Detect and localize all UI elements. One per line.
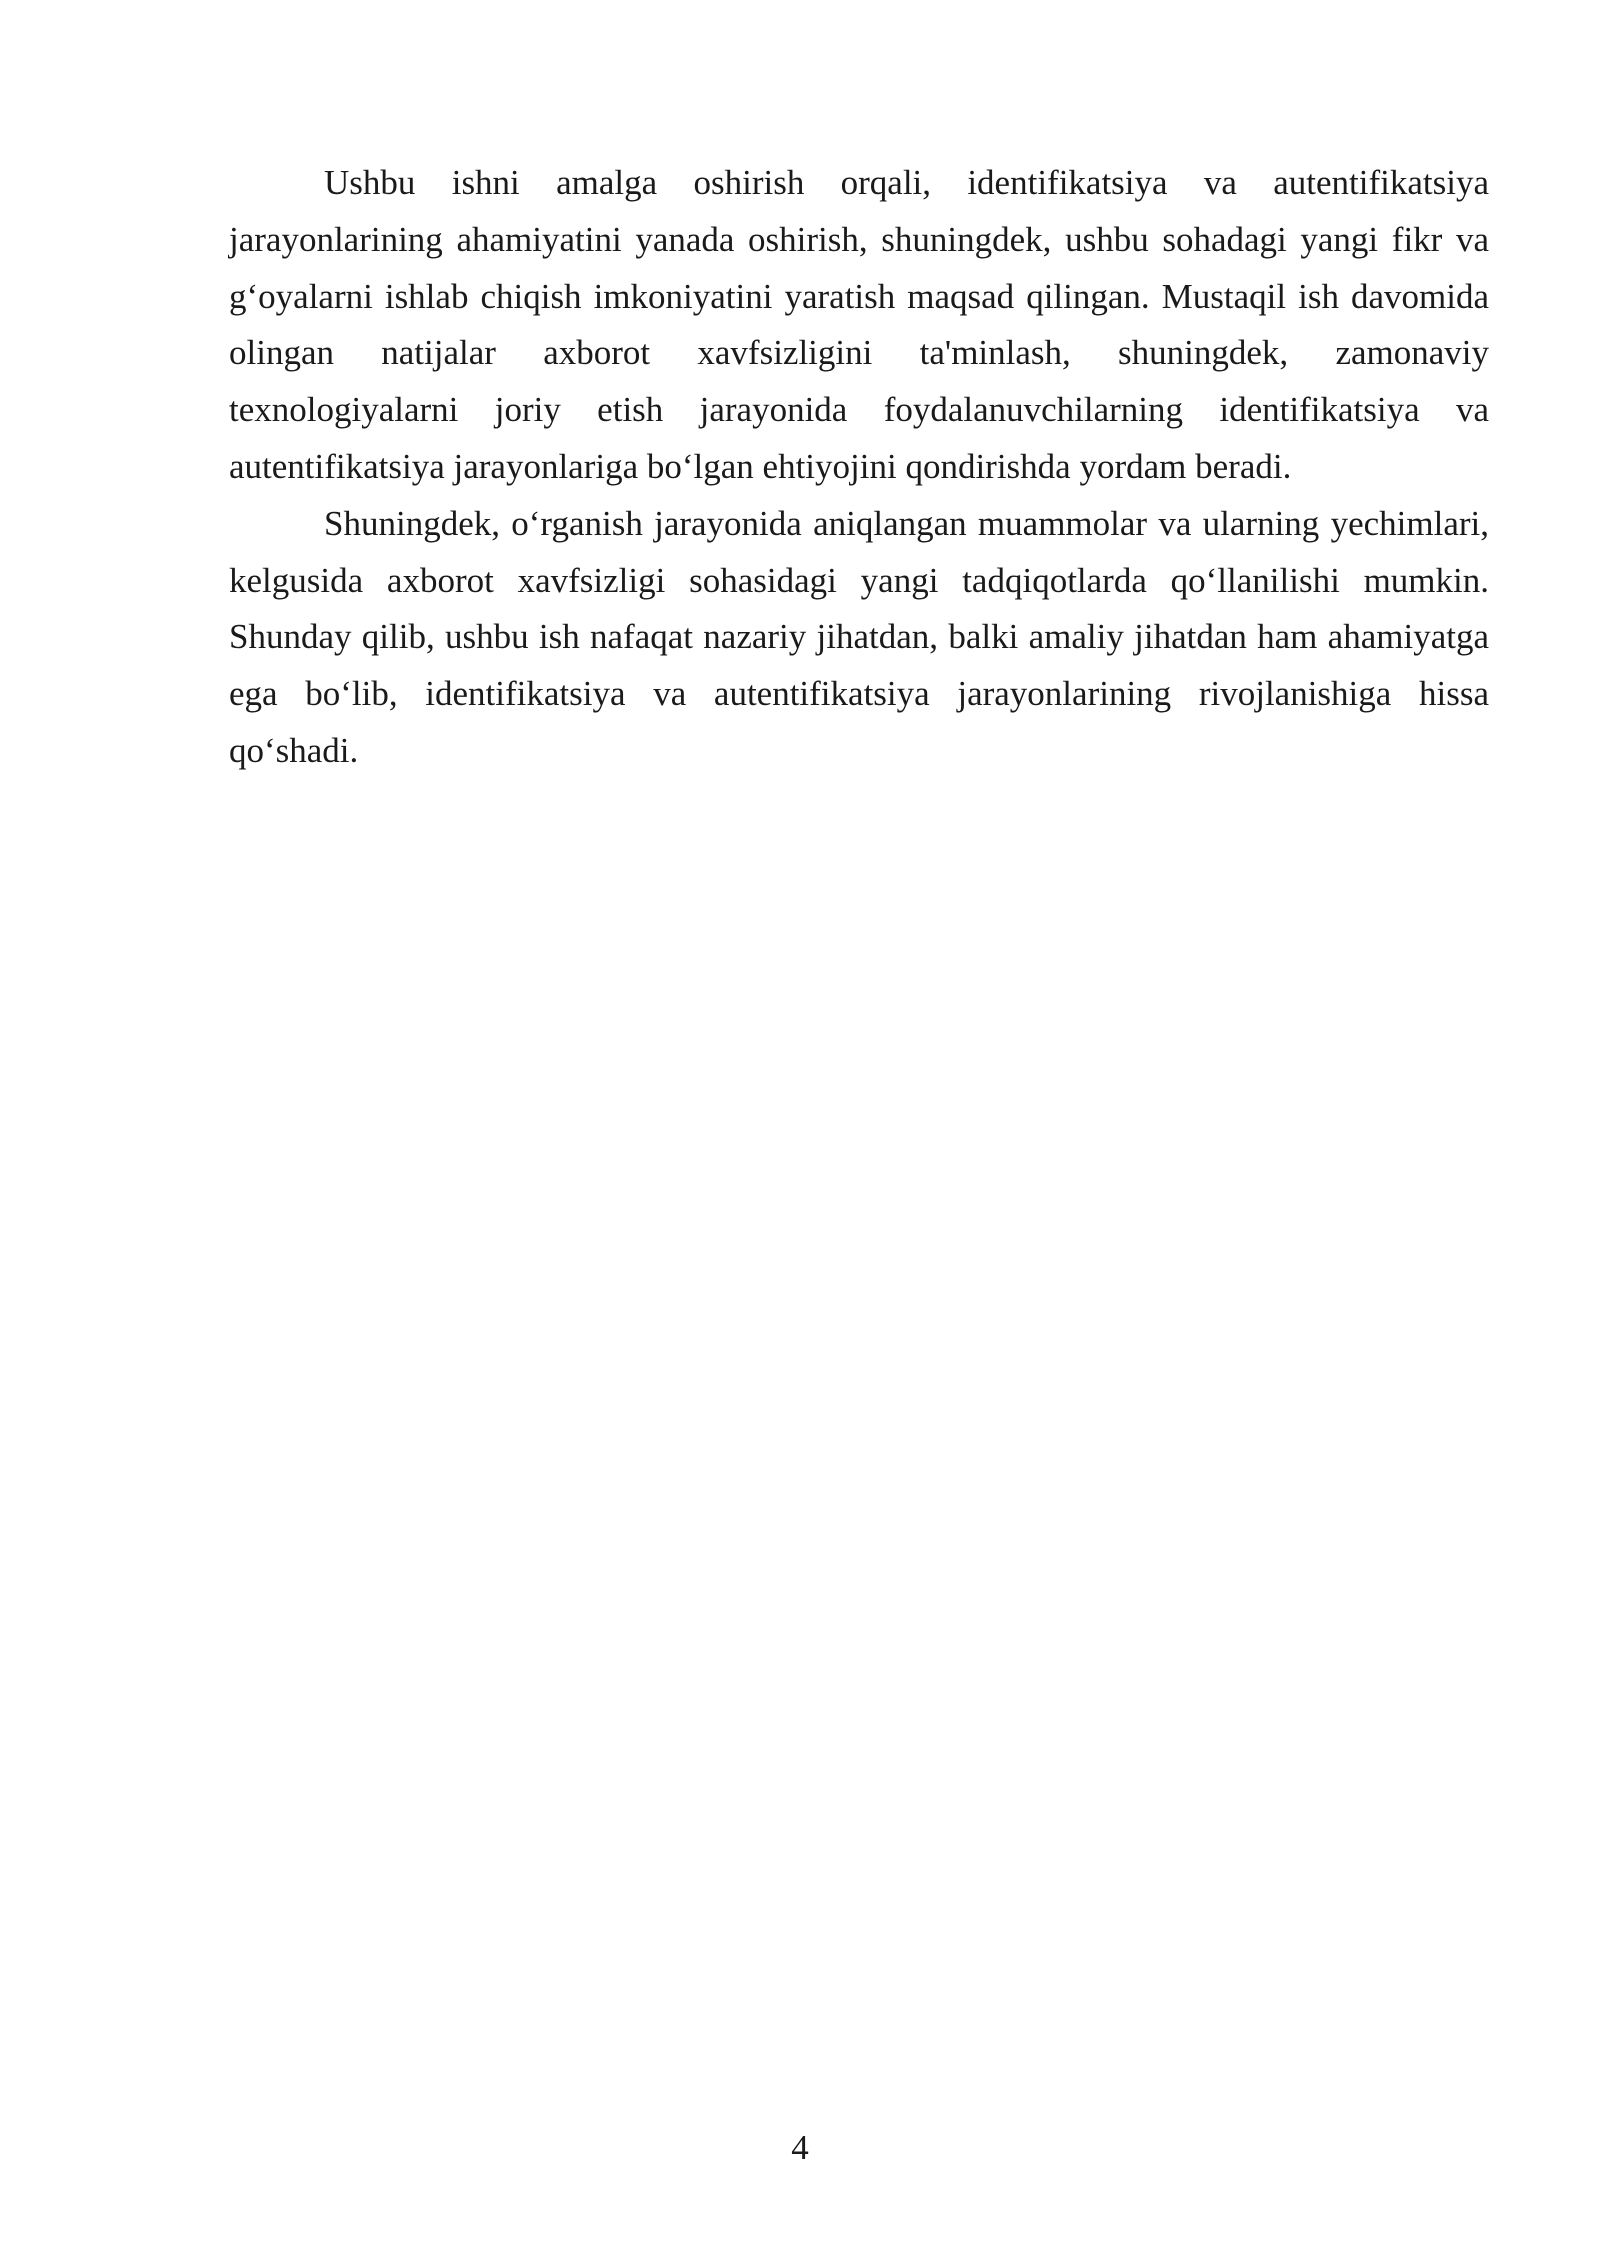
paragraph-1: Ushbu ishni amalga oshirish orqali, identifikatsiya va autentifikatsiya jarayonlarining ahamiyatini yanada oshirish, shuningdek, ushbu sohadagi yangi fikr va g‘oyalarni ishlab chiqish imkoniyatini yaratish maqsad qilingan. Mustaqil ish davomida olingan natijalar axborot xavfsizligini ta'minlash, shuningdek, zamonaviy texnologiyalarni joriy etish jarayonida foydalanuvchilarning identifikatsiya va autentifikatsiya jarayonlariga bo‘lgan ehtiyojini qondirishda yordam beradi.: [229, 163, 1489, 486]
body-text: [229, 155, 1489, 780]
paragraph-2: Shuningdek, o‘rganish jarayonida aniqlangan muammolar va ularning yechimlari, kelgusida axborot xavfsizligi sohasidagi yangi tadqiqotlarda qo‘llanilishi mumkin. Shunday qilib, ushbu ish nafaqat nazariy jihatdan, balki amaliy jihatdan ham ahamiyatga ega bo‘lib, identifikatsiya va autentifikatsiya jarayonlarining rivojlanishiga hissa qo‘shadi.: [229, 503, 1489, 770]
page-number: 4: [791, 2128, 809, 2167]
